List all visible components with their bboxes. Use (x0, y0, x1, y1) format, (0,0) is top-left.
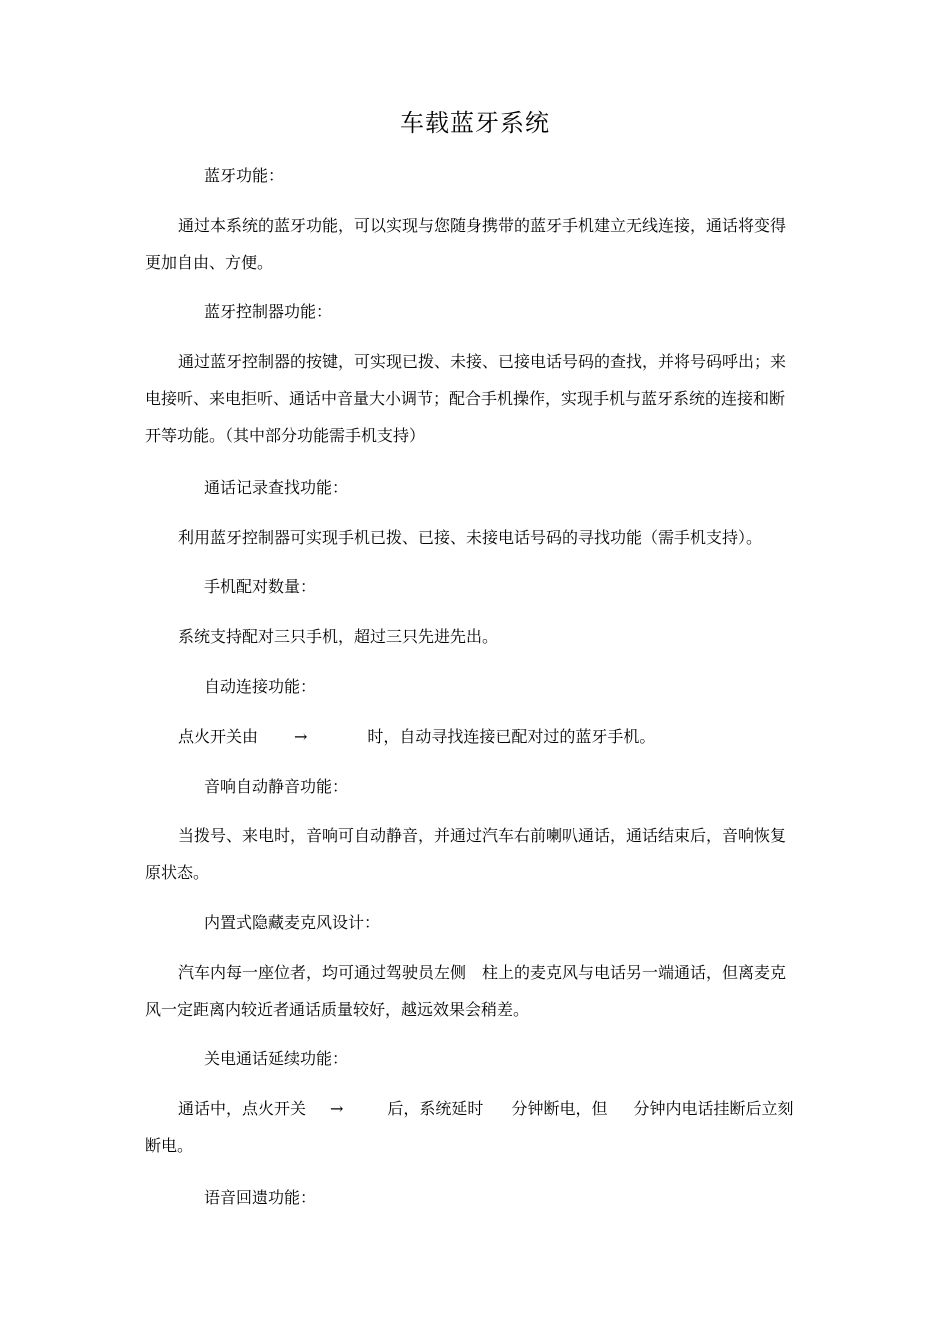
paragraph-line: 通过蓝牙控制器的按键，可实现已拨、未接、已接电话号码的查找，并将号码呼出；来 (178, 352, 787, 371)
section-heading: 关电通话延续功能： (204, 1049, 349, 1068)
arrow-icon: → (294, 727, 308, 746)
section-heading: 手机配对数量： (204, 577, 317, 596)
section-paragraph (145, 954, 810, 1028)
section-heading: 自动连接功能： (204, 677, 317, 696)
text-fragment: 柱上的麦克风与电话另一端通话，但离麦克 (482, 963, 787, 982)
paragraph-line: 系统支持配对三只手机，超过三只先进先出。 (178, 627, 499, 646)
arrow-icon: → (330, 1099, 344, 1118)
paragraph-line: 当拨号、来电时，音响可自动静音，并通过汽车右前喇叭通话，通话结束后，音响恢复 (178, 826, 787, 845)
text-fragment: 点火开关由 (178, 727, 259, 746)
section-heading: 音响自动静音功能： (204, 777, 349, 796)
section-paragraph (145, 1090, 810, 1164)
paragraph-line (145, 718, 810, 755)
section-heading: 蓝牙控制器功能： (204, 302, 333, 321)
text-fragment: 分钟内电话挂断后立刻 (633, 1099, 794, 1118)
text-fragment: 汽车内每一座位者，均可通过驾驶员左侧 (178, 963, 467, 982)
text-fragment: 通话中，点火开关 (178, 1099, 307, 1118)
section-paragraph (145, 207, 810, 281)
section-paragraph (145, 718, 810, 755)
paragraph-line: 开等功能。（其中部分功能需手机支持） (145, 426, 426, 445)
paragraph-line: 风一定距离内较近者通话质量较好，越远效果会稍差。 (145, 1000, 530, 1019)
section-paragraph (145, 618, 810, 655)
document-title: 车载蓝牙系统 (400, 109, 550, 137)
section-heading: 内置式隐藏麦克风设计： (204, 913, 381, 932)
paragraph-line: 更加自由、方便。 (145, 253, 274, 272)
text-fragment: 后，系统延时 (387, 1099, 484, 1118)
paragraph-line (145, 1090, 810, 1127)
paragraph-line (145, 954, 810, 991)
paragraph-line: 断电。 (145, 1136, 194, 1155)
section-paragraph (145, 519, 810, 556)
section-paragraph (145, 343, 810, 454)
paragraph-line: 原状态。 (145, 863, 210, 882)
section-paragraph (145, 817, 810, 891)
paragraph-line: 利用蓝牙控制器可实现手机已拨、已接、未接电话号码的寻找功能（需手机支持）。 (178, 528, 763, 547)
text-fragment: 时，自动寻找连接已配对过的蓝牙手机。 (367, 727, 656, 746)
paragraph-line: 电接听、来电拒听、通话中音量大小调节；配合手机操作，实现手机与蓝牙系统的连接和断 (145, 389, 786, 408)
text-fragment: 分钟断电，但 (511, 1099, 608, 1118)
section-heading: 语音回遗功能： (204, 1188, 317, 1207)
section-heading: 蓝牙功能： (204, 166, 285, 185)
paragraph-line: 通过本系统的蓝牙功能，可以实现与您随身携带的蓝牙手机建立无线连接，通话将变得 (178, 216, 787, 235)
section-heading: 通话记录查找功能： (204, 478, 349, 497)
